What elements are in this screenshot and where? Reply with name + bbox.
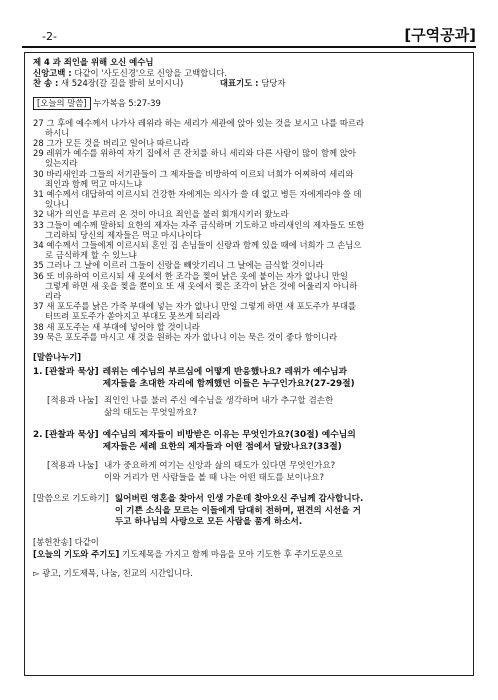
verse-line: 31 예수께서 대답하여 이르시되 건강한 자에게는 의사가 쓸 데 없고 병든 자에게라야 쓸 데 <box>33 188 362 199</box>
closing-prayer-line: 이 기쁜 소식을 모르는 이들에게 담대히 전하며, 편견의 시선을 거 <box>114 505 361 516</box>
question-1-text-line: 제자들을 초대한 자리에 함께했던 이들은 누구인가요?(27-29절) <box>102 379 355 390</box>
verse-item <box>33 209 465 219</box>
apply-2-text-line: 이와 거리가 먼 사람들을 볼 때 나는 어떤 태도를 보이나요? <box>103 472 325 483</box>
verse-continuation: 리라 <box>45 290 62 301</box>
question-2-text-line: 제자들은 세례 요한의 제자들과 어떤 점에서 달랐나요?(33절) <box>102 442 342 453</box>
apply-1-text-line: 죄인인 나를 불러 주신 예수님을 생각하며 내가 추구할 겸손한 <box>103 396 334 407</box>
lesson-box <box>24 52 474 676</box>
page-number: -2- <box>42 30 57 43</box>
scripture-heading <box>33 97 465 110</box>
apply-2 <box>33 461 465 484</box>
verse-line: 30 바리새인과 그들의 서기관들이 그 제자들을 비방하여 이르되 너희가 어찌하여 세리와 <box>33 168 354 179</box>
apply-2-text <box>104 461 335 484</box>
prayer-together-label: [오늘의 기도와 주기도] <box>33 549 120 560</box>
hymn-text: 새 524장(갈 길을 밝히 보이시니) <box>61 78 184 88</box>
hymn-line <box>33 78 465 89</box>
question-1-label: [관찰과 묵상] <box>45 367 99 378</box>
question-1-text <box>103 366 355 390</box>
closing-prayer-line: 잃어버린 영혼을 찾아서 인생 가운데 찾아오신 주님께 감사합니다. <box>114 494 364 505</box>
footer-note: ▻ 광고, 기도제목, 나눔, 친교의 시간입니다. <box>33 567 193 578</box>
discussion-heading: [말씀나누기] <box>33 351 82 362</box>
prayer-together-text: 기도제목을 가지고 함께 마음을 모아 기도한 후 주기도문으로 <box>121 549 343 560</box>
verse-item <box>33 271 465 302</box>
closing-prayer-text <box>115 494 363 529</box>
verse-continuation: 하시니 <box>45 127 70 138</box>
verse-line: 29 레위가 예수를 위하여 자기 집에서 큰 잔치를 하니 세리와 다른 사람이 많이 함께 앉아 <box>33 148 356 159</box>
question-2-text-line: 예수님의 제자들이 비방받은 이유는 무엇인가요?(30절) 예수님의 <box>102 430 356 441</box>
verse-line: 32 내가 의인을 부르러 온 것이 아니요 죄인을 불러 회개시키러 왔노라 <box>33 209 289 220</box>
scripture-label: [오늘의 말씀] <box>33 97 91 110</box>
question-1-text-line: 레위는 예수님의 부르심에 어떻게 반응했나요? 레위가 예수님과 <box>102 367 348 378</box>
scripture-ref: 누가복음 5:27-39 <box>93 97 161 108</box>
verse-continuation: 그렇게 하면 새 옷을 찢을 뿐이요 또 새 옷에서 찢은 조각이 낡은 것에 어울리지 아니하 <box>45 280 358 291</box>
verse-continuation: 그리하되 당신의 제자들은 먹고 마시나이다 <box>45 229 202 240</box>
prayer-together-line <box>33 549 465 560</box>
verse-line: 33 그들이 예수께 말하되 요한의 제자는 자주 금식하며 기도하고 바리새인의 제자들도 또한 <box>33 219 365 230</box>
apply-1-text-line: 삶의 태도는 무엇일까요? <box>103 407 197 418</box>
verse-item <box>33 169 465 189</box>
confession-label: 신앙고백 : <box>33 67 72 78</box>
verse-line: 34 예수께서 그들에게 이르시되 혼인 집 손님들이 신랑과 함께 있을 때에 너희가 그 손님으 <box>33 239 362 250</box>
closing-prayer <box>33 494 465 529</box>
verse-continuation: 로 금식하게 할 수 있느냐 <box>45 250 137 261</box>
offering-label: [봉헌찬송] <box>33 536 72 547</box>
verse-line: 39 묵은 포도주를 마시고 새 것을 원하는 자가 없나니 이는 묵은 것이 좋다 함이니라 <box>33 331 338 342</box>
verse-line: 38 새 포도주는 새 부대에 넣어야 할 것이니라 <box>33 321 200 332</box>
question-2-number: 2. <box>33 430 43 441</box>
question-2-label: [관찰과 묵상] <box>45 430 99 441</box>
verse-continuation: 터뜨려 포도주가 쏟아지고 부대도 못쓰게 되리라 <box>45 311 221 322</box>
verse-line: 36 또 비유하여 이르시되 새 옷에서 한 조각을 찢어 낡은 옷에 붙이는 자가 없나니 만일 <box>33 270 348 281</box>
verse-line: 37 새 포도주를 낡은 가죽 부대에 넣는 자가 없나니 만일 그렇게 하면 새 포도주가 부대를 <box>33 301 356 312</box>
apply-2-text-line: 내가 중요하게 여기는 신앙과 삶의 태도가 있다면 무엇인가요? <box>103 461 336 472</box>
confession-line <box>33 68 465 79</box>
verse-line: 28 그가 모든 것을 버리고 일어나 따르니라 <box>33 137 190 148</box>
verse-list <box>33 118 465 342</box>
offering-text: 다같이 <box>74 536 99 547</box>
question-2-text <box>103 429 356 453</box>
question-1 <box>33 366 465 390</box>
closing-prayer-label: [말씀으로 기도하기] <box>33 494 109 505</box>
confession-text: 다같이 '사도신경'으로 신앙을 고백합니다. <box>74 67 228 78</box>
verse-item <box>33 138 465 148</box>
prayer-leader-label: 대표기도 : <box>219 78 259 88</box>
apply-2-label: [적용과 나눔] <box>47 461 98 472</box>
verse-continuation: 죄인과 함께 먹고 마시느냐 <box>45 178 142 189</box>
question-2 <box>33 429 465 453</box>
verse-line: 35 그러나 그 날에 이르러 그들이 신랑을 빼앗기리니 그 날에는 금식할 것이니라 <box>33 260 324 271</box>
verse-item <box>33 332 465 342</box>
verse-item <box>33 118 465 138</box>
prayer-leader-text: 담당자 <box>261 78 286 88</box>
verse-item <box>33 260 465 270</box>
verse-continuation: 있나니 <box>45 199 70 210</box>
offering-line <box>33 537 465 548</box>
apply-1 <box>33 396 465 419</box>
verse-item <box>33 148 465 168</box>
verse-continuation: 있는지라 <box>45 158 78 169</box>
section-tag: [구역공과] <box>404 26 476 44</box>
verse-item <box>33 240 465 260</box>
verse-item <box>33 322 465 332</box>
lesson-title: 제 4 과 죄인을 위해 오신 예수님 <box>33 57 154 67</box>
header-rule <box>22 46 476 48</box>
hymn-label: 찬 송 : <box>33 78 59 88</box>
question-1-number: 1. <box>33 367 43 378</box>
verse-item <box>33 189 465 209</box>
apply-1-text <box>104 396 333 419</box>
verse-item <box>33 301 465 321</box>
verse-item <box>33 220 465 240</box>
apply-1-label: [적용과 나눔] <box>47 396 98 407</box>
closing-prayer-line: 두고 하나님의 사랑으로 모든 사람을 품게 하소서. <box>114 517 303 528</box>
verse-line: 27 그 후에 예수께서 나가사 레위라 하는 세리가 세관에 앉아 있는 것을 보시고 나를 따르라 <box>33 117 365 128</box>
